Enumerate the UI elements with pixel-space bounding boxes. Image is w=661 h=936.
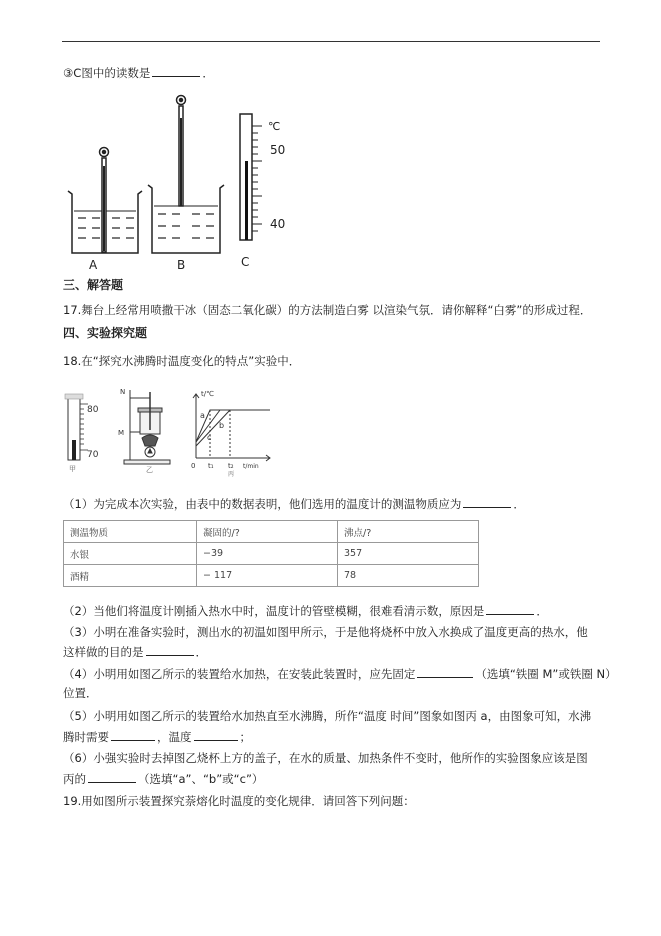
section4-heading: 四、实验探究题: [63, 326, 148, 340]
p5-suffix: ；: [239, 730, 251, 744]
p3-text: 这样做的目的是: [63, 645, 144, 659]
answer-blank[interactable]: [152, 64, 200, 77]
thermometer-figure: [60, 88, 300, 273]
answer-blank[interactable]: [88, 770, 136, 783]
p5-text: 腾时需要: [63, 730, 109, 744]
answer-blank[interactable]: [111, 728, 155, 741]
graph-t2: t₂: [228, 462, 234, 470]
table-row: [64, 543, 479, 565]
p2: [63, 602, 548, 619]
p6-line2: [63, 770, 263, 787]
graph-line-c: c: [207, 433, 212, 442]
tick-40: 40: [270, 217, 286, 231]
q17-text: 17.舞台上经常用喷撒干冰（固态二氧化碳）的方法制造白雾 以渲染气氛．请你解释“白雾”的形成过程．: [63, 303, 592, 317]
table-header: 沸点/?: [338, 521, 479, 543]
table-cell: 78: [338, 565, 479, 587]
graph-origin: 0: [191, 462, 196, 470]
thermometer-c: [240, 114, 262, 240]
p4-text: （4）小明用如图乙所示的装置给水加热，在安装此装置时，应先固定: [63, 667, 416, 681]
apparatus-yi: [124, 390, 170, 464]
p6-hint: （选填“a”、“b”或“c”）: [138, 772, 264, 786]
bing-label: 丙: [228, 471, 235, 478]
answer-blank[interactable]: [146, 643, 194, 656]
p3-suffix: ．: [195, 645, 207, 659]
answer-blank[interactable]: [463, 495, 511, 508]
p1-text: （1）为完成本次实验，由表中的数据表明，他们选用的温度计的测温物质应为: [63, 497, 462, 511]
thermometer-jia: [65, 394, 88, 460]
unit-label: ℃: [268, 120, 281, 133]
p6-line1: （6）小强实验时去掉图乙烧杯上方的盖子，在水的质量、加热条件不变时，他所作的实验图象应该是图: [63, 751, 588, 765]
table-cell: 水银: [64, 543, 197, 565]
beaker-b: [148, 96, 224, 254]
table-cell: − 117: [197, 565, 338, 587]
p3-line1: （3）小明在准备实验时，测出水的初温如图甲所示，于是他将烧杯中放入水换成了温度更高的热水，他: [63, 625, 588, 639]
label-b: B: [177, 258, 186, 272]
answer-blank[interactable]: [486, 602, 534, 615]
graph-ylabel: t/℃: [201, 390, 214, 398]
p2-suffix: ．: [536, 604, 548, 618]
p5-text2: ，温度: [157, 730, 192, 744]
ring-m-label: M: [118, 429, 125, 437]
graph-bing: [193, 394, 270, 461]
properties-table: [63, 520, 479, 587]
table-row: [64, 565, 479, 587]
p4-line2: 位置．: [63, 686, 98, 700]
p2-text: （2）当他们将温度计刚插入热水中时，温度计的管壁模糊，很难看清示数，原因是: [63, 604, 485, 618]
header-rule: [62, 41, 600, 42]
boiling-experiment-figure: [60, 380, 275, 478]
table-header-row: [64, 521, 479, 543]
table-cell: −39: [197, 543, 338, 565]
p5-line1: （5）小明用如图乙所示的装置给水加热直至水沸腾，所作“温度 时间”图象如图丙 a，由图象可知，水沸: [63, 709, 592, 723]
q3-suffix: ．: [202, 66, 214, 80]
yi-label: 乙: [146, 466, 153, 474]
graph-line-b: b: [219, 421, 225, 430]
p1-suffix: ．: [513, 497, 525, 511]
jia-tick-80: 80: [87, 405, 99, 415]
q19-text: 19.用如图所示装置探究萘熔化时温度的变化规律．请回答下列问题：: [63, 794, 415, 808]
graph-xlabel: t/min: [243, 463, 259, 470]
ring-n-label: N: [120, 388, 126, 396]
p5-line2: [63, 728, 251, 745]
graph-line-a: a: [200, 411, 205, 420]
section3-heading: 三、解答题: [63, 278, 124, 292]
q3-text: ③C图中的读数是: [63, 66, 151, 80]
label-a: A: [89, 258, 98, 272]
answer-blank[interactable]: [194, 728, 238, 741]
p1: [63, 495, 525, 512]
p4-line1: [63, 665, 617, 682]
answer-blank[interactable]: [417, 665, 473, 678]
jia-label: 甲: [69, 465, 76, 473]
graph-t1: t₁: [208, 462, 214, 470]
label-c: C: [241, 255, 250, 269]
jia-tick-70: 70: [87, 450, 99, 460]
p3-line2: [63, 643, 207, 660]
q3-line: [63, 64, 214, 81]
p4-hint: （选填“铁圈 M”或铁圈 N）: [475, 667, 617, 681]
p6-text: 丙的: [63, 772, 86, 786]
table-header: 测温物质: [64, 521, 197, 543]
table-cell: 酒精: [64, 565, 197, 587]
q18-text: 18.在“探究水沸腾时温度变化的特点”实验中．: [63, 354, 301, 368]
beaker-a: [68, 148, 142, 254]
tick-50: 50: [270, 143, 286, 157]
table-cell: 357: [338, 543, 479, 565]
table-header: 凝固的/?: [197, 521, 338, 543]
